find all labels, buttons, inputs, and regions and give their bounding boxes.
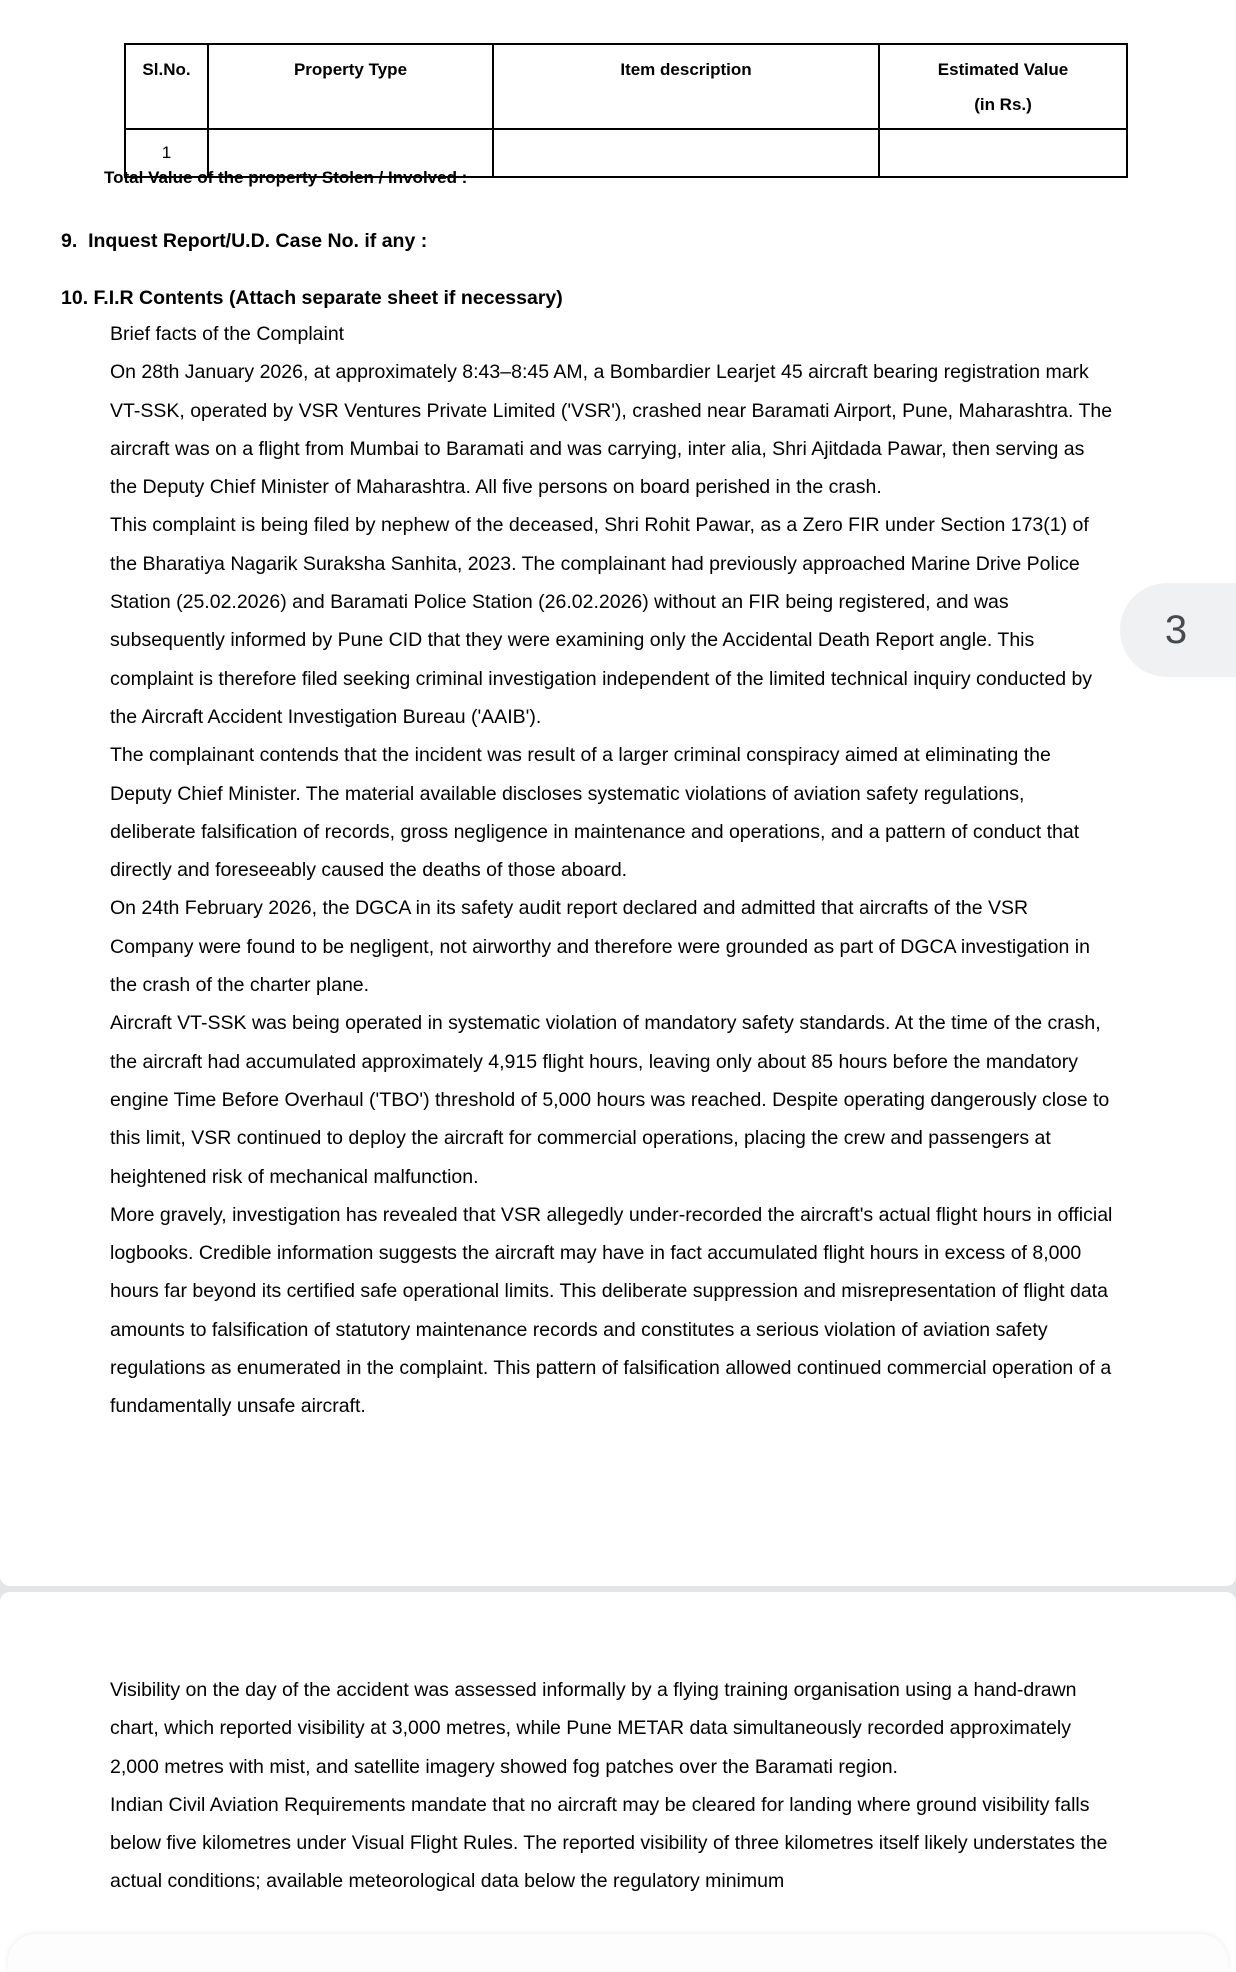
- table-cell-slno-1: 1: [125, 129, 208, 177]
- section-9-heading: 9. Inquest Report/U.D. Case No. if any :: [61, 230, 428, 252]
- body-paragraph: More gravely, investigation has revealed that VSR allegedly under-recorded the aircraft's actual flight hours in official logbooks. Credible information suggests the aircraft may have in fact accumulated flight hours in excess of 8,000 hours far beyond its certified safe operational limits. This deliberate suppression and misrepresentation of flight data amounts to falsification of statutory maintenance records and constitutes a serious violation of aviation safety regulations as enumerated in the complaint. This pattern of falsification allowed continued commercial operation of a fundamentally unsafe aircraft.: [110, 1203, 1113, 1418]
- table-cell-item-description-1: [493, 129, 879, 177]
- body-paragraph: Aircraft VT-SSK was being operated in systematic violation of mandatory safety standards. At the time of the crash, the aircraft had accumulated approximately 4,915 flight hours, leaving only about 85 hours before the mandatory engine Time Before Overhaul ('TBO') threshold of 5,000 hours was reached. Despite operating dangerously close to this limit, VSR continued to deploy the aircraft for commercial operations, placing the crew and passengers at heightened risk of mechanical malfunction.: [110, 1012, 1110, 1188]
- bottom-sheet[interactable]: [8, 1934, 1228, 1972]
- brief-facts-line: Brief facts of the Complaint: [110, 323, 345, 345]
- body-paragraph: On 24th February 2026, the DGCA in its safety audit report declared and admitted that aircrafts of the VSR Company were found to be negligent, not airworthy and therefore were grounded as part of DGCA investigation in the crash of the charter plane.: [110, 897, 1090, 997]
- body-paragraph: On 28th January 2026, at approximately 8:43–8:45 AM, a Bombardier Learjet 45 aircraft bearing registration mark VT-SSK, operated by VSR Ventures Private Limited ('VSR'), crashed near Baramati Airport, Pune, Maharashtra. The aircraft was on a flight from Mumbai to Baramati and was carrying, inter alia, Shri Ajitdada Pawar, then serving as the Deputy Chief Minister of Maharashtra. All five persons on board perished in the crash.: [110, 361, 1113, 499]
- total-value-label: Total Value of the property Stolen / Involved :: [104, 168, 468, 187]
- page-number-badge: [1120, 583, 1236, 677]
- estimated-value-line1: Estimated Value: [937, 60, 1069, 79]
- fir-contents-body: [110, 315, 1115, 1426]
- table-header-property-type: Property Type: [208, 44, 493, 129]
- property-table: [124, 43, 1128, 178]
- body-paragraph: This complaint is being filed by nephew of the deceased, Shri Rohit Pawar, as a Zero FIR under Section 173(1) of the Bharatiya Nagarik Suraksha Sanhita, 2023. The complainant had previously approached Marine Drive Police Station (25.02.2026) and Baramati Police Station (26.02.2026) without an FIR being registered, and was subsequently informed by Pune CID that they were examining only the Accidental Death Report angle. This complaint is therefore filed seeking criminal investigation independent of the limited technical inquiry conducted by the Aircraft Accident Investigation Bureau ('AAIB').: [110, 514, 1093, 728]
- estimated-value-line2: (in Rs.): [974, 95, 1032, 114]
- table-header-item-description: Item description: [493, 44, 879, 129]
- table-cell-estimated-value-1: [879, 129, 1127, 177]
- body-paragraph: The complainant contends that the incident was result of a larger criminal conspiracy aimed at eliminating the Deputy Chief Minister. The material available discloses systematic violations of aviation safety regulations, deliberate falsification of records, gross negligence in maintenance and operations, and a pattern of conduct that directly and foreseeably caused the deaths of those aboard.: [110, 744, 1080, 882]
- table-header-estimated-value: [879, 44, 1127, 129]
- page-number-text: 3: [1164, 607, 1188, 652]
- body-paragraph: Indian Civil Aviation Requirements mandate that no aircraft may be cleared for landing where ground visibility falls below five kilometres under Visual Flight Rules. The reported visibility of three kilometres itself likely understates the actual conditions; available meteorological data below the regulatory minimum: [110, 1793, 1108, 1893]
- page-2-body: [110, 1671, 1115, 1901]
- body-paragraph: Visibility on the day of the accident was assessed informally by a flying training organisation using a hand-drawn chart, which reported visibility at 3,000 metres, while Pune METAR data simultaneously recorded approximately 2,000 metres with mist, and satellite imagery showed fog patches over the Baramati region.: [110, 1679, 1077, 1778]
- section-10-heading: 10. F.I.R Contents (Attach separate sheet if necessary): [61, 287, 563, 309]
- table-header-slno: Sl.No.: [125, 44, 208, 129]
- property-table-header-row: [125, 44, 1127, 129]
